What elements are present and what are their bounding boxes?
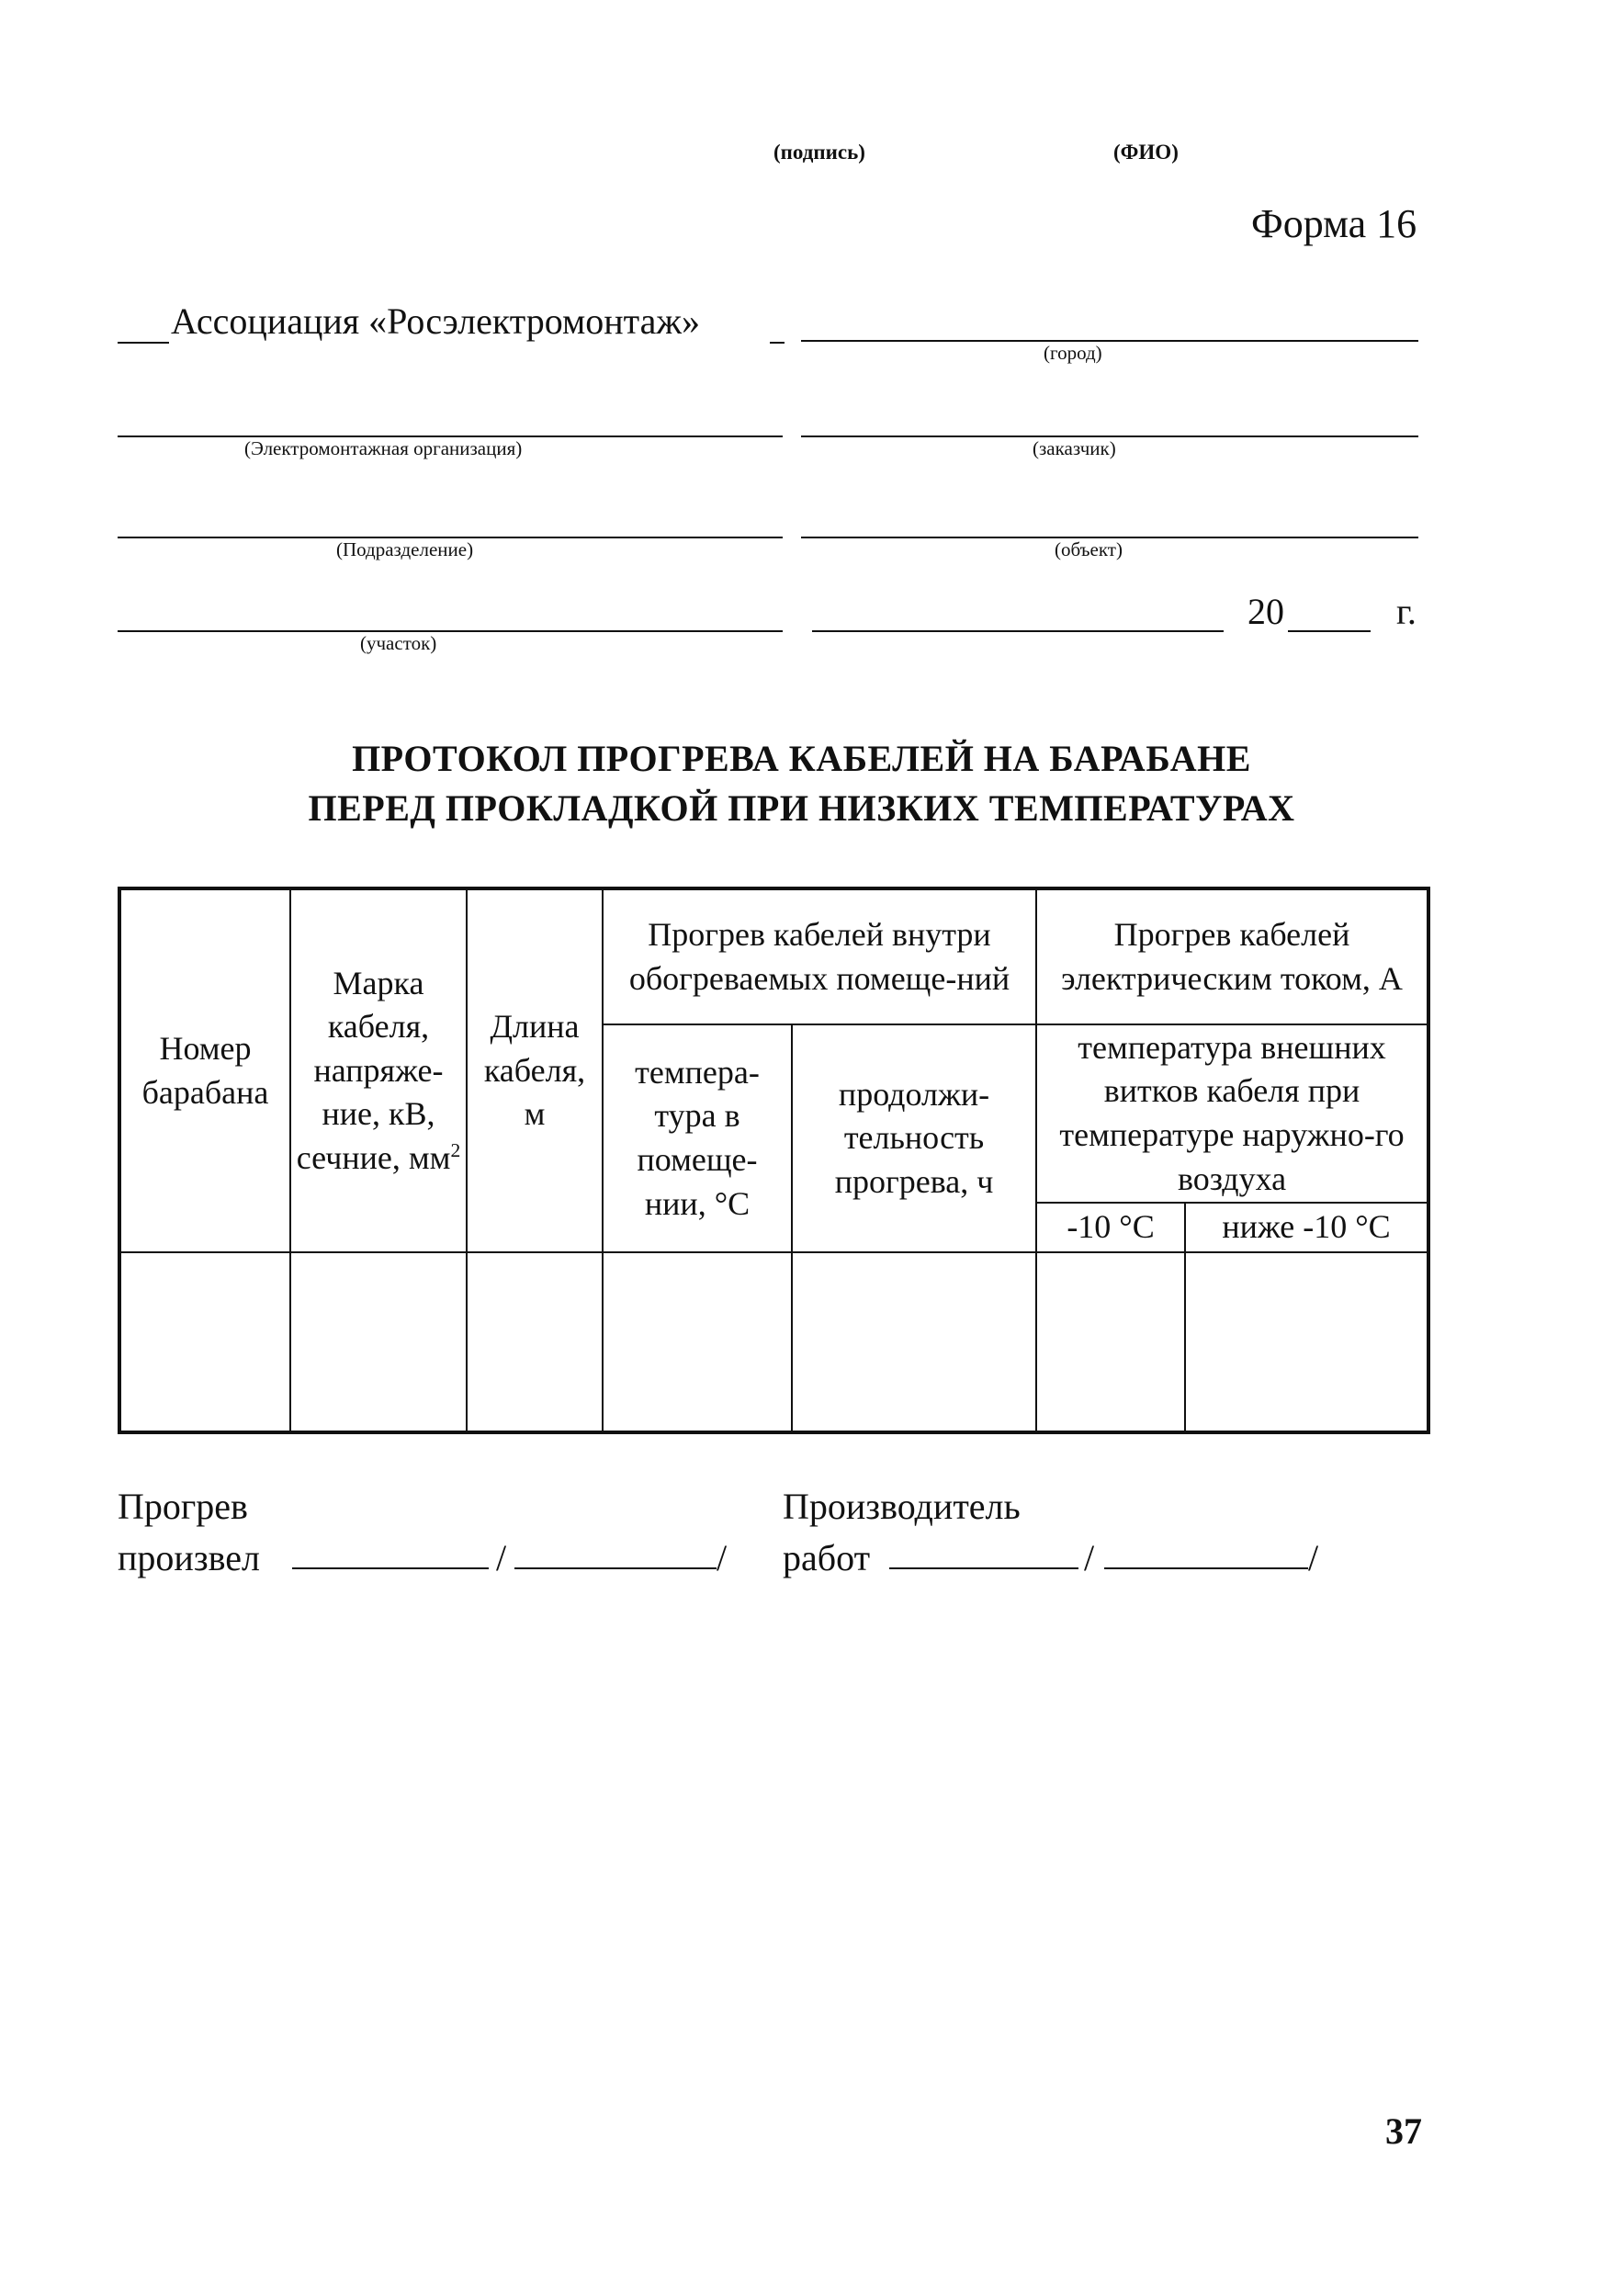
header-cable-mark [290,888,467,1252]
fio-caption: (ФИО) [1113,141,1179,164]
city-caption: (город) [1044,342,1102,364]
heated-by-line1: Прогрев [118,1486,248,1527]
heated-by-slash-open: / [496,1537,507,1578]
heated-by-name-field[interactable] [514,1567,717,1569]
form-number: Форма 16 [1251,201,1417,246]
header-indoor-temperature: темпера-тура в помеще-нии, °С [603,1024,792,1252]
customer-caption: (заказчик) [1033,437,1116,459]
year-prefix: 20 [1247,591,1284,632]
header-outer-turns-temperature: температура внешних витков кабеля при температуре наружно-го воздуха [1036,1024,1428,1203]
cell-below-minus-10[interactable] [1185,1252,1428,1432]
association-prefix-line [118,342,169,344]
page-number: 37 [1385,2110,1422,2152]
year-field[interactable] [1288,630,1371,632]
cell-cable-mark[interactable] [290,1252,467,1432]
division-caption: (Подразделение) [336,538,474,560]
work-manager-line1: Производитель [783,1486,1021,1527]
year-suffix: г. [1396,591,1417,632]
heated-by-label [118,1481,260,1584]
header-cable-length: Длина кабеля, м [467,888,603,1252]
date-field[interactable] [812,630,1224,632]
city-field[interactable] [801,340,1418,342]
cell-indoor-temperature[interactable] [603,1252,792,1432]
protocol-table [118,887,1430,1434]
section-field[interactable] [118,630,783,632]
protocol-title-line2: ПЕРЕД ПРОКЛАДКОЙ ПРИ НИЗКИХ ТЕМПЕРАТУРАХ [308,787,1295,829]
cell-cable-length[interactable] [467,1252,603,1432]
header-minus-10: -10 °С [1036,1203,1185,1252]
association-suffix-line [770,342,785,344]
work-manager-slash-close: / [1308,1537,1319,1578]
header-below-minus-10: ниже -10 °С [1185,1203,1428,1252]
cell-drum-number[interactable] [119,1252,290,1432]
heated-by-signature-field[interactable] [292,1567,489,1569]
header-cable-mark-text: Марка кабеля, напряже-ние, кВ, сечние, мм [296,964,451,1176]
heated-by-line2: произвел [118,1537,260,1578]
organization-caption: (Электромонтажная организация) [244,437,523,459]
header-indoor-duration: продолжи-тельность прогрева, ч [792,1024,1036,1252]
header-drum-number: Номер барабана [119,888,290,1252]
header-indoor-heating: Прогрев кабелей внутри обогреваемых помеще-ний [603,888,1036,1024]
work-manager-slash-open: / [1084,1537,1095,1578]
cell-minus-10[interactable] [1036,1252,1185,1432]
object-caption: (объект) [1055,538,1123,560]
cell-indoor-duration[interactable] [792,1252,1036,1432]
signature-caption: (подпись) [773,141,865,164]
section-caption: (участок) [360,632,437,654]
work-manager-name-field[interactable] [1104,1567,1308,1569]
heated-by-slash-close: / [717,1537,728,1578]
work-manager-signature-field[interactable] [889,1567,1078,1569]
association-name: Ассоциация «Росэлектромонтаж» [171,300,701,342]
header-cable-mark-sup: 2 [450,1138,461,1161]
header-electric-heating: Прогрев кабелей электрическим током, А [1036,888,1428,1024]
work-manager-line2: работ [783,1537,871,1578]
protocol-title-line1: ПРОТОКОЛ ПРОГРЕВА КАБЕЛЕЙ НА БАРАБАНЕ [352,738,1251,779]
